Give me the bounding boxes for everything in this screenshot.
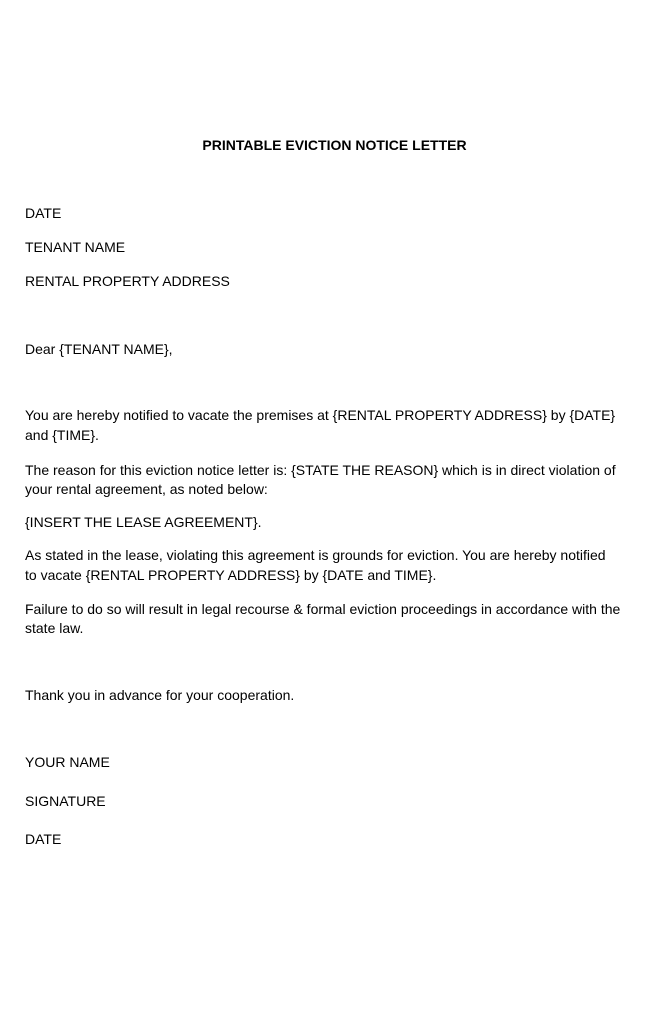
header-date: DATE (25, 205, 62, 221)
footer-date: DATE (25, 831, 62, 847)
letter-title: PRINTABLE EVICTION NOTICE LETTER (202, 137, 467, 153)
insert-lease-line: {INSERT THE LEASE AGREEMENT}. (25, 514, 262, 530)
footer-your-name: YOUR NAME (25, 754, 110, 770)
stated-paragraph-line-1: As stated in the lease, violating this agreement is grounds for eviction. You are hereby notified (25, 547, 606, 563)
header-property-address: RENTAL PROPERTY ADDRESS (25, 273, 230, 289)
notice-paragraph-line-1: You are hereby notified to vacate the premises at {RENTAL PROPERTY ADDRESS} by {DATE} (25, 407, 616, 423)
stated-paragraph-line-2: to vacate {RENTAL PROPERTY ADDRESS} by {DATE and TIME}. (25, 567, 437, 583)
failure-paragraph-line-1: Failure to do so will result in legal recourse & formal eviction proceedings in accordance with the (25, 601, 621, 617)
reason-paragraph-line-1: The reason for this eviction notice letter is: {STATE THE REASON} which is in direct violation of (25, 462, 616, 478)
footer-signature: SIGNATURE (25, 793, 106, 809)
notice-paragraph-line-2: and {TIME}. (25, 427, 99, 443)
reason-paragraph-line-2: your rental agreement, as noted below: (25, 481, 268, 497)
closing-line: Thank you in advance for your cooperation. (25, 687, 295, 703)
header-tenant-name: TENANT NAME (25, 239, 126, 255)
failure-paragraph-line-2: state law. (25, 620, 84, 636)
salutation: Dear {TENANT NAME}, (25, 341, 173, 357)
